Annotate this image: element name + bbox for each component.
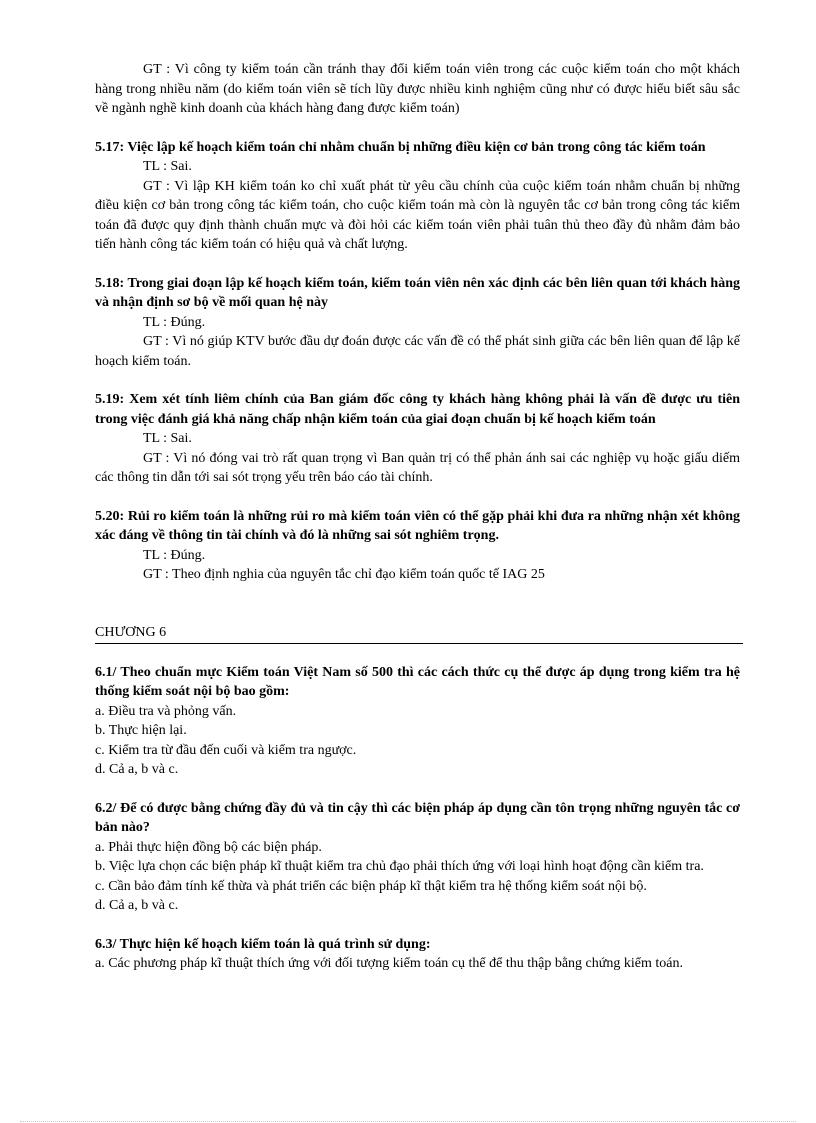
option-6-1-b: b. Thực hiện lại. [95, 723, 187, 738]
explanation-5-20: GT : Theo định nghia của nguyên tắc chỉ đạo kiểm toán quốc tế IAG 25 [143, 567, 545, 582]
chapter-heading: CHƯƠNG 6 [95, 623, 743, 644]
document-page [95, 60, 740, 974]
option-6-2-a: a. Phải thực hiện đồng bộ các biện pháp. [95, 839, 322, 855]
question-6-1: 6.1/ Theo chuẩn mực Kiểm toán Việt Nam số 500 thì các cách thức cụ thể được áp dụng trong kiểm tra hệ thống kiểm soát nội bộ bao gồm: [95, 664, 740, 699]
option-6-1-c: c. Kiểm tra từ đầu đến cuối và kiểm tra ngược. [95, 742, 357, 758]
question-5-19: 5.19: Xem xét tính liêm chính của Ban giám đốc công ty khách hàng không phải là vấn đề được ưu tiên trong việc đánh giá khả năng chấp nhận kiểm toán của giai đoạn chuẩn bị kế hoạch kiểm toán [95, 392, 740, 427]
option-6-2-d: d. Cả a, b và c. [95, 898, 179, 913]
option-6-1-d: d. Cả a, b và c. [95, 762, 179, 777]
question-5-17: 5.17: Việc lập kế hoạch kiểm toán chỉ nhằm chuẩn bị những điều kiện cơ bản trong công tác kiểm toán [95, 139, 706, 155]
explanation-5-18: GT : Vì nó giúp KTV bước đầu dự đoán được các vấn đề có thể phát sinh giữa các bên liên quan để lập kế hoạch kiểm toán. [95, 334, 740, 369]
explanation-5-19: GT : Vì nó đóng vai trò rất quan trọng vì Ban quản trị có thể phản ánh sai các nghiệp vụ hoặc giấu diếm các thông tin dẫn tới sai sót trọng yếu trên báo cáo tài chính. [95, 450, 740, 485]
answer-5-18: TL : Đúng. [143, 314, 206, 330]
option-6-1-a: a. Điều tra và phỏng vấn. [95, 703, 237, 719]
answer-5-17: TL : Sai. [143, 159, 192, 174]
option-6-2-b: b. Việc lựa chọn các biện pháp kĩ thuật kiểm tra chủ đạo phải thích ứng với loại hình hoạt động cần kiểm tra. [95, 859, 704, 874]
intro-explanation: GT : Vì công ty kiểm toán cần tránh thay đổi kiểm toán viên trong các cuộc kiểm toán cho một khách hàng trong nhiều năm (do kiểm toán viên sẽ tích lũy được nhiều kinh nghiệm cũng như có được hiểu biết sâu sắc về ngành nghề kinh doanh của khách hàng đang được kiểm toán) [95, 62, 740, 116]
question-5-20: 5.20: Rủi ro kiểm toán là những rủi ro mà kiểm toán viên có thể gặp phải khi đưa ra những nhận xét không xác đáng về thông tin tài chính và đó là những sai sót nghiêm trọng. [95, 508, 740, 543]
question-6-3: 6.3/ Thực hiện kế hoạch kiểm toán là quá trình sử dụng: [95, 936, 431, 952]
answer-5-20: TL : Đúng. [143, 547, 206, 563]
question-5-18: 5.18: Trong giai đoạn lập kế hoạch kiểm toán, kiểm toán viên nên xác định các bên liên quan tới khách hàng và nhận định sơ bộ về mối quan hệ này [95, 275, 740, 310]
page-bottom-border [20, 1121, 796, 1122]
explanation-5-17: GT : Vì lập KH kiểm toán ko chỉ xuất phát từ yêu cầu chính của cuộc kiểm toán nhằm chuẩn bị những điều kiện cơ bản trong công tác kiểm toán, cho cuộc kiểm toán mà còn là nguyên tắc cơ bản trong công tác kiểm toán đã được quy định thành chuẩn mực và đòi hỏi các kiểm toán viên phải tuân thủ theo đầy đủ nhằm đảm bảo tiến hành công tác kiểm toán có hiệu quả và chất lượng. [95, 178, 740, 252]
option-6-3-a: a. Các phương pháp kĩ thuật thích ứng với đối tượng kiểm toán cụ thể để thu thập bằng chứng kiểm toán. [95, 956, 683, 971]
question-6-2: 6.2/ Để có được bằng chứng đầy đủ và tin cậy thì các biện pháp áp dụng cần tôn trọng những nguyên tắc cơ bản nào? [95, 800, 740, 835]
option-6-2-c: c. Cần bảo đảm tính kế thừa và phát triển các biện pháp kĩ thật kiểm tra hệ thống kiểm soát nội bộ. [95, 878, 647, 894]
answer-5-19: TL : Sai. [143, 431, 192, 446]
